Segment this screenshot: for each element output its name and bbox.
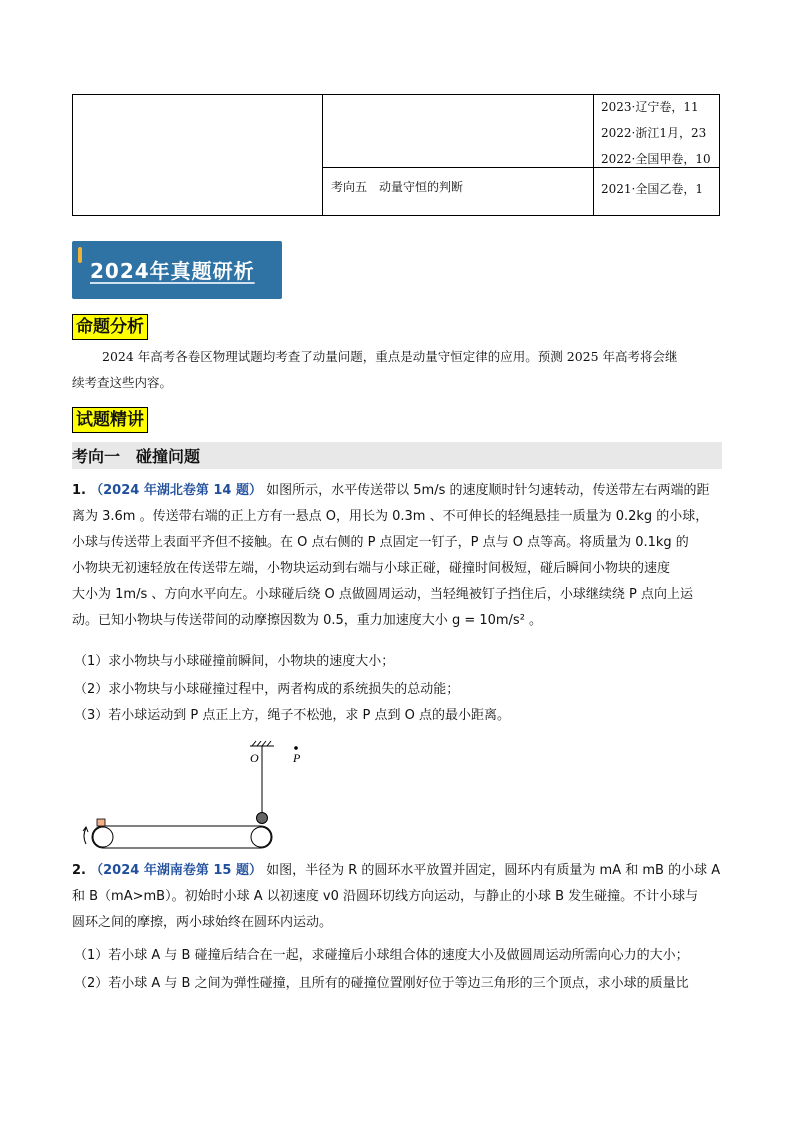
- question-line: 如图所示，水平传送带以 5m/s 的速度顺时针匀速转动，传送带左右两端的距: [266, 483, 710, 498]
- topic-table: [72, 94, 720, 216]
- right-pulley: [251, 827, 271, 847]
- table-year: 2021·全国乙卷，1: [601, 182, 703, 196]
- question-source: （2024 年湖北卷第 14 题）: [90, 483, 262, 498]
- point-o-label: O: [250, 751, 259, 765]
- table-row-divider: [322, 167, 719, 168]
- question-line: 如图，半径为 R 的圆环水平放置并固定，圆环内有质量为 mA 和 mB 的小球 A: [266, 863, 721, 878]
- sub-question: （3）若小球运动到 P 点正上方，绳子不松弛，求 P 点到 O 点的最小距离。: [74, 708, 510, 723]
- small-block: [97, 819, 105, 826]
- analysis-paragraph: [72, 344, 722, 396]
- table-year: 2022·全国甲卷，10: [601, 152, 711, 166]
- question-line: 大小为 1m/s 、方向水平向左。小球碰后绕 O 点做圆周运动，当轻绳被钉子挡住后，小球继续绕 P 点向上运: [72, 587, 693, 602]
- analysis-line: 续考查这些内容。: [72, 375, 173, 390]
- banner-title: 2024年真题研析: [90, 259, 255, 283]
- analysis-label: 命题分析: [72, 314, 148, 340]
- banner-accent: [78, 247, 82, 263]
- table-topic: 考向五 动量守恒的判断: [331, 180, 464, 194]
- conveyor-figure: [72, 740, 301, 860]
- question-line: 动。已知小物块与传送带间的动摩擦因数为 0.5，重力加速度大小 g = 10m/s² 。: [72, 613, 543, 628]
- question-2: [72, 858, 724, 936]
- question-line: 和 B（mA>mB）。初始时小球 A 以初速度 v0 沿圆环切线方向运动，与静止的小球 B 发生碰撞。不计小球与: [72, 889, 699, 904]
- question-line: 圆环之间的摩擦，两小球始终在圆环内运动。: [72, 915, 333, 930]
- question-number: 1.: [72, 483, 86, 498]
- question-line: 小物块无初速轻放在传送带左端，小物块运动到右端与小球正碰，碰撞时间极短，碰后瞬间小物块的速度: [72, 561, 671, 576]
- point-p-label: P: [293, 751, 301, 765]
- sub-question: （2）若小球 A 与 B 之间为弹性碰撞，且所有的碰撞位置刚好位于等边三角形的三个顶点，求小球的质量比: [74, 976, 689, 991]
- section-banner: [72, 241, 282, 299]
- question-line: 小球与传送带上表面平齐但不接触。在 O 点右侧的 P 点固定一钉子，P 点与 O 点等高。将质量为 0.1kg 的: [72, 535, 689, 550]
- conveyor-belt: [92, 826, 272, 848]
- section-heading: [72, 442, 722, 469]
- table-divider: [322, 95, 323, 215]
- question-number: 2.: [72, 863, 86, 878]
- ceiling-mount: [250, 741, 274, 746]
- analysis-line: 2024 年高考各卷区物理试题均考查了动量问题，重点是动量守恒定律的应用。预测 2025 年高考将会继: [102, 349, 678, 364]
- sub-question: （1）求小物块与小球碰撞前瞬间，小物块的速度大小；: [74, 654, 395, 669]
- question-source: （2024 年湖南卷第 15 题）: [90, 863, 262, 878]
- ball: [257, 813, 268, 824]
- rotation-arrow-icon: [84, 828, 86, 844]
- left-pulley: [93, 827, 113, 847]
- question-line: 离为 3.6m 。传送带右端的正上方有一悬点 O，用长为 0.3m 、不可伸长的轻绳悬挂一质量为 0.2kg 的小球，: [72, 509, 709, 524]
- sub-question: （2）求小物块与小球碰撞过程中，两者构成的系统损失的总动能；: [74, 682, 460, 697]
- nail-point: [294, 746, 298, 750]
- table-year: 2023·辽宁卷，11: [601, 100, 699, 114]
- sub-question: （1）若小球 A 与 B 碰撞后结合在一起，求碰撞后小球组合体的速度大小及做圆周运动所需向心力的大小；: [74, 948, 689, 963]
- section-title: 考向一 碰撞问题: [72, 447, 201, 466]
- explain-label: 试题精讲: [72, 407, 148, 433]
- question-1: [72, 478, 724, 634]
- table-divider: [593, 95, 594, 215]
- table-year: 2022·浙江1月，23: [601, 126, 707, 140]
